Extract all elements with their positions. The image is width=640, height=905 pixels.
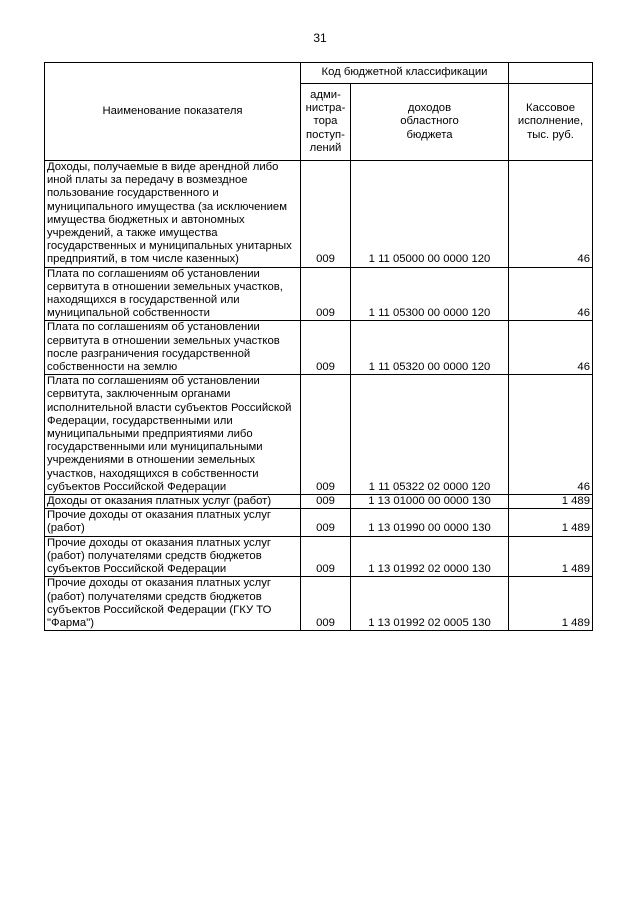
row-administrator: 009 <box>301 509 351 536</box>
page-number: 31 <box>313 31 327 45</box>
header-name: Наименование показателя <box>45 63 301 161</box>
header-cash-execution: Кассовое исполнение, тыс. руб. <box>509 84 593 161</box>
row-sum: 46 <box>509 267 593 321</box>
row-administrator: 009 <box>301 161 351 268</box>
table-row <box>45 321 593 375</box>
header-classification-group: Код бюджетной классификации <box>301 63 509 84</box>
table-row <box>45 375 593 495</box>
table-header <box>45 63 593 161</box>
row-name: Прочие доходы от оказания платных услуг (работ) получателями средств бюджетов субъектов Российской Федерации (ГКУ ТО "Фарма") <box>45 577 301 631</box>
table-row <box>45 267 593 321</box>
row-sum: 1 489 <box>509 577 593 631</box>
row-code: 1 13 01992 02 0000 130 <box>351 536 509 577</box>
row-code: 1 13 01992 02 0005 130 <box>351 577 509 631</box>
row-administrator: 009 <box>301 321 351 375</box>
row-administrator: 009 <box>301 577 351 631</box>
table-row <box>45 161 593 268</box>
table-body <box>45 161 593 631</box>
row-sum: 1 489 <box>509 495 593 509</box>
row-code: 1 13 01990 00 0000 130 <box>351 509 509 536</box>
row-code: 1 11 05300 00 0000 120 <box>351 267 509 321</box>
row-name: Доходы от оказания платных услуг (работ) <box>45 495 301 509</box>
header-revenue-code: доходов областного бюджета <box>351 84 509 161</box>
row-sum: 46 <box>509 161 593 268</box>
row-name: Плата по соглашениям об установлении сервитута, заключенным органами исполнительной власти субъектов Российской Федерации, государственными или муниципальными предприятиями либо государственными или муниципальными учреждениями в отношении земельных участков, находящихся в собственности субъектов Российской Федерации <box>45 375 301 495</box>
row-name: Доходы, получаемые в виде арендной либо иной платы за передачу в возмездное пользование государственного и муниципального имущества (за исключением имущества бюджетных и автономных учреждений, а также имущества государственных и муниципальных унитарных предприятий, в том числе казенных) <box>45 161 301 268</box>
row-administrator: 009 <box>301 267 351 321</box>
row-sum: 46 <box>509 375 593 495</box>
header-blank <box>509 63 593 84</box>
row-name: Плата по соглашениям об установлении сервитута в отношении земельных участков, находящихся в государственной или муниципальной собственности <box>45 267 301 321</box>
row-sum: 1 489 <box>509 509 593 536</box>
row-administrator: 009 <box>301 375 351 495</box>
table-row <box>45 536 593 577</box>
table-row <box>45 577 593 631</box>
row-name: Прочие доходы от оказания платных услуг (работ) получателями средств бюджетов субъектов Российской Федерации <box>45 536 301 577</box>
header-administrator: адми- нистра- тора поступ- лений <box>301 84 351 161</box>
row-administrator: 009 <box>301 536 351 577</box>
row-administrator: 009 <box>301 495 351 509</box>
row-sum: 46 <box>509 321 593 375</box>
table-row <box>45 509 593 536</box>
row-code: 1 11 05320 00 0000 120 <box>351 321 509 375</box>
row-sum: 1 489 <box>509 536 593 577</box>
row-name: Плата по соглашениям об установлении сервитута в отношении земельных участков после разграничения государственной собственности на землю <box>45 321 301 375</box>
row-name: Прочие доходы от оказания платных услуг (работ) <box>45 509 301 536</box>
row-code: 1 11 05322 02 0000 120 <box>351 375 509 495</box>
row-code: 1 11 05000 00 0000 120 <box>351 161 509 268</box>
budget-table <box>44 62 593 631</box>
row-code: 1 13 01000 00 0000 130 <box>351 495 509 509</box>
table-row <box>45 495 593 509</box>
